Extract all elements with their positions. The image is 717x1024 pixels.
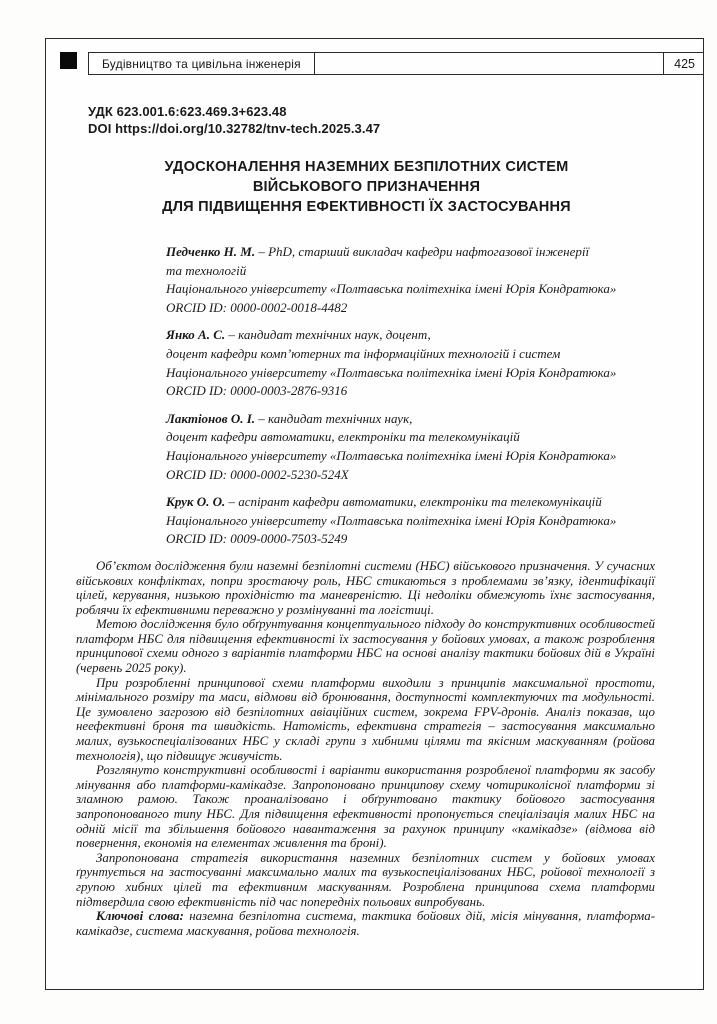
page-border-frame <box>45 38 704 990</box>
author-orcid: ORCID ID: 0009-0000-7503-5249 <box>166 531 348 547</box>
author-degree: – кандидат технічних наук, доцент, <box>225 327 431 343</box>
author-affiliation-line: Національного університету «Полтавська політехніка імені Юрія Кондратюка» <box>166 447 617 463</box>
author-orcid: ORCID ID: 0000-0002-0018-4482 <box>166 299 348 315</box>
author-affiliation-line: доцент кафедри комп’ютерних та інформаційних технологій і систем <box>166 345 561 361</box>
author-affiliation-line: та технологій <box>166 262 247 278</box>
author-affiliation-line: Національного університету «Полтавська політехніка імені Юрія Кондратюка» <box>166 512 617 528</box>
author-name: Янко А. С. <box>166 327 226 343</box>
keywords-list: наземна безпілотна система, тактика бойових дій, місія мінування, платформа-камікадзе, система маскування, ройова технологія. <box>76 909 655 938</box>
author-affiliation-line: Національного університету «Полтавська політехніка імені Юрія Кондратюка» <box>166 281 617 297</box>
journal-section-box <box>88 52 315 75</box>
doi-line: DOI https://doi.org/10.32782/tnv-tech.2025.3.47 <box>88 121 381 136</box>
article-title <box>76 157 657 217</box>
author-name-line <box>166 493 673 512</box>
corner-square-mark <box>60 52 77 69</box>
author-name-line <box>166 410 673 429</box>
article-meta <box>88 103 673 137</box>
author-name-line <box>166 326 673 345</box>
article-title-line-1: УДОСКОНАЛЕННЯ НАЗЕМНИХ БЕЗПІЛОТНИХ СИСТЕМ <box>164 159 569 175</box>
author-block <box>166 243 673 317</box>
abstract-paragraph: Запропонована стратегія використання наземних безпілотних систем у бойових умовах ґрунтується на застосуванні максимально малих та вузькоспеціалізованих НБС, ройової технології з групою хибних цілей та ефективним маскуванням. Розроблена принципова схема платформи підтвердила свою ефективність під час попередніх польових випробувань. <box>76 850 655 909</box>
author-degree: – аспірант кафедри автоматики, електроніки та телекомунікацій <box>225 494 602 510</box>
page-number: 425 <box>663 52 703 75</box>
author-orcid: ORCID ID: 0000-0002-5230-524X <box>166 466 349 482</box>
author-degree: – кандидат технічних наук, <box>255 410 413 426</box>
author-affiliation-line: доцент кафедри автоматики, електроніки та телекомунікацій <box>166 429 520 445</box>
author-degree: – PhD, старший викладач кафедри нафтогазової інженерії <box>255 244 590 259</box>
header-rule-row <box>88 52 703 75</box>
author-block <box>166 326 673 400</box>
author-name: Крук О. О. <box>166 494 226 510</box>
author-name-line <box>166 243 673 262</box>
authors-section <box>166 243 673 549</box>
article-title-line-3: ДЛЯ ПІДВИЩЕННЯ ЕФЕКТИВНОСТІ ЇХ ЗАСТОСУВАННЯ <box>162 199 571 215</box>
journal-section-title: Будівництво та цивільна інженерія <box>102 56 301 71</box>
abstract-paragraph: Розглянуто конструктивні особливості і варіанти використання розробленої платформи як засобу мінування або платформи-камікадзе. Запропоновано принципову схему чотириколісної платформи зі зламною рамою. Також проаналізовано і обґрунтовано тактику бойового застосування запропонованого типу НБС. Для підвищення ефективності пропонується спеціалізація малих НБС на одній місії та збільшення бойового навантаження за рахунок принципу «камікадзе» (відмова від повернення, економія на елементах живлення та броні). <box>76 763 655 851</box>
abstract-paragraph: Об’єктом дослідження були наземні безпілотні системи (НБС) військового призначення. У сучасних військових конфліктах, попри зростаючу роль, НБС стикаються з проблемами зв’язку, ідентифікації цілей, керування, низькою прохідністю та маневреністю. Ці недоліки обмежують їхнє застосування, роблячи їх ефективними переважно у розмінуванні та логістиці. <box>76 558 655 617</box>
abstract-paragraph: При розробленні принципової схеми платформи виходили з принципів максимальної простоти, мінімального розміру та маси, відмови від бронювання, доступності комплектуючих та модульності. Це зумовлено загрозою від безпілотних авіаційних систем, зокрема FPV-дронів. Аналіз показав, що неефективні броня та швидкість. Натомість, ефективна стратегія – застосування максимально малих, вузькоспеціалізованих НБС у складі групи з хибними цілями та якісним маскуванням (ройова технологія), що підвищує живучість. <box>76 675 655 763</box>
header-rule-fill <box>315 52 663 75</box>
author-block <box>166 493 673 549</box>
keywords-label: Ключові слова: <box>96 909 184 924</box>
author-name: Лактіонов О. І. <box>166 410 256 426</box>
running-head <box>46 52 703 85</box>
author-name: Педченко Н. М. <box>166 244 256 259</box>
keywords-paragraph <box>76 909 655 938</box>
author-orcid: ORCID ID: 0000-0003-2876-9316 <box>166 383 348 399</box>
udc-code: УДК 623.001.6:623.469.3+623.48 <box>88 104 287 119</box>
abstract-paragraph: Метою дослідження було обґрунтування концептуального підходу до конструктивних особливостей платформ НБС для підвищення ефективності їх застосування у бойових умовах, а також розроблення принципової схеми одного з варіантів платформи НБС на основі аналізу тактики бойових дій в Україні (червень 2025 року). <box>76 617 655 676</box>
article-title-line-2: ВІЙСЬКОВОГО ПРИЗНАЧЕННЯ <box>252 179 481 195</box>
author-affiliation-line: Національного університету «Полтавська політехніка імені Юрія Кондратюка» <box>166 364 617 380</box>
abstract-section <box>76 559 655 938</box>
author-block <box>166 410 673 484</box>
